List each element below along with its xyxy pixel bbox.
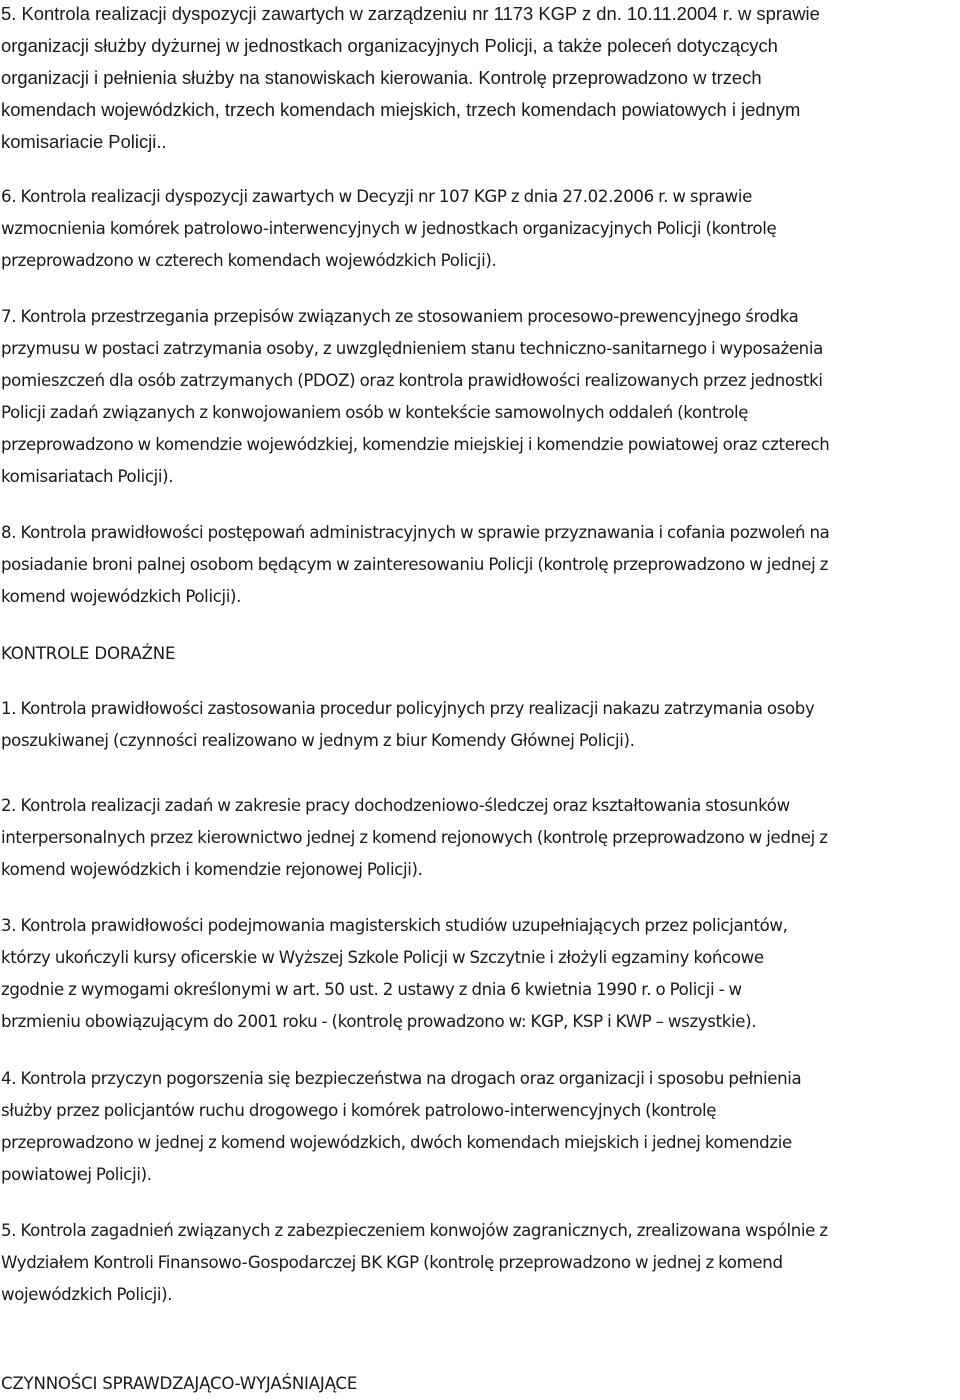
paragraph-line: 8. Kontrola prawidłowości postępowań administracyjnych w sprawie przyznawania i cofania pozwoleń na (1, 523, 830, 542)
paragraph-line: przymusu w postaci zatrzymania osoby, z uwzględnieniem stanu techniczno-sanitarnego i wyposażenia (1, 339, 823, 358)
paragraph-line: przeprowadzono w czterech komendach wojewódzkich Policji). (1, 251, 497, 270)
paragraph-dorazne-3 (1, 910, 960, 1038)
paragraph-line: 7. Kontrola przestrzegania przepisów związanych ze stosowaniem procesowo-prewencyjnego środka (1, 307, 799, 326)
paragraph-line: interpersonalnych przez kierownictwo jednej z komend rejonowych (kontrolę przeprowadzono w jednej z (1, 828, 828, 847)
paragraph-line: organizacji służby dyżurnej w jednostkach organizacyjnych Policji, a także poleceń dotyczących (1, 35, 778, 56)
paragraph-line: posiadanie broni palnej osobom będącym w zainteresowaniu Policji (kontrolę przeprowadzono w jednej z (1, 555, 829, 574)
paragraph-line: 3. Kontrola prawidłowości podejmowania magisterskich studiów uzupełniających przez policjantów, (1, 916, 788, 935)
paragraph-line: komisariacie Policji.. (1, 131, 167, 152)
paragraph-line: wojewódzkich Policji). (1, 1285, 173, 1304)
paragraph-line: służby przez policjantów ruchu drogowego i komórek patrolowo-interwencyjnych (kontrolę (1, 1101, 717, 1120)
paragraph-line: 6. Kontrola realizacji dyspozycji zawartych w Decyzji nr 107 KGP z dnia 27.02.2006 r. w sprawie (1, 187, 753, 206)
paragraph-line: pomieszczeń dla osób zatrzymanych (PDOZ) oraz kontrola prawidłowości realizowanych przez jednostki (1, 371, 823, 390)
paragraph-line: 5. Kontrola realizacji dyspozycji zawartych w zarządzeniu nr 1173 KGP z dn. 10.11.2004 r. w sprawie (1, 3, 820, 24)
paragraph-item-8 (1, 517, 960, 613)
paragraph-item-5 (1, 0, 960, 158)
paragraph-line: powiatowej Policji). (1, 1165, 152, 1184)
paragraph-line: komendach wojewódzkich, trzech komendach miejskich, trzech komendach powiatowych i jednym (1, 99, 801, 120)
paragraph-line: organizacji i pełnienia służby na stanowiskach kierowania. Kontrolę przeprowadzono w trzech (1, 67, 762, 88)
paragraph-line: poszukiwanej (czynności realizowano w jednym z biur Komendy Głównej Policji). (1, 731, 635, 750)
paragraph-line: komend wojewódzkich Policji). (1, 587, 242, 606)
paragraph-line: komend wojewódzkich i komendzie rejonowej Policji). (1, 860, 423, 879)
paragraph-item-7 (1, 301, 960, 493)
paragraph-line: Wydziałem Kontroli Finansowo-Gospodarczej BK KGP (kontrolę przeprowadzono w jednej z komend (1, 1253, 783, 1272)
paragraph-line: 4. Kontrola przyczyn pogorszenia się bezpieczeństwa na drogach oraz organizacji i sposobu pełnienia (1, 1069, 802, 1088)
section-heading-czynnosci-sprawdzajaco-wyjasniajace: CZYNNOŚCI SPRAWDZAJĄCO-WYJAŚNIAJĄCE (1, 1374, 358, 1393)
paragraph-dorazne-5 (1, 1215, 960, 1311)
paragraph-line: zgodnie z wymogami określonymi w art. 50 ust. 2 ustawy z dnia 6 kwietnia 1990 r. o Policji - w (1, 980, 742, 999)
paragraph-line: przeprowadzono w jednej z komend wojewódzkich, dwóch komendach miejskich i jednej komendzie (1, 1133, 792, 1152)
paragraph-line: przeprowadzono w komendzie wojewódzkiej, komendzie miejskiej i komendzie powiatowej oraz czterech (1, 435, 830, 454)
section-heading-kontrole-dorazne: KONTROLE DORAŹNE (1, 644, 176, 663)
paragraph-line: 1. Kontrola prawidłowości zastosowania procedur policyjnych przy realizacji nakazu zatrzymania osoby (1, 699, 815, 718)
paragraph-dorazne-2 (1, 790, 960, 886)
paragraph-line: komisariatach Policji). (1, 467, 174, 486)
paragraph-line: 5. Kontrola zagadnień związanych z zabezpieczeniem konwojów zagranicznych, zrealizowana wspólnie z (1, 1221, 828, 1240)
paragraph-line: którzy ukończyli kursy oficerskie w Wyższej Szkole Policji w Szczytnie i złożyli egzaminy końcowe (1, 948, 764, 967)
paragraph-dorazne-4 (1, 1063, 960, 1191)
paragraph-line: Policji zadań związanych z konwojowaniem osób w kontekście samowolnych oddaleń (kontrolę (1, 403, 749, 422)
paragraph-item-6 (1, 181, 960, 277)
paragraph-dorazne-1 (1, 693, 960, 757)
paragraph-line: wzmocnienia komórek patrolowo-interwencyjnych w jednostkach organizacyjnych Policji (kontrolę (1, 219, 777, 238)
paragraph-line: 2. Kontrola realizacji zadań w zakresie pracy dochodzeniowo-śledczej oraz kształtowania stosunków (1, 796, 790, 815)
paragraph-line: brzmieniu obowiązującym do 2001 roku - (kontrolę prowadzono w: KGP, KSP i KWP – wszystkie). (1, 1012, 757, 1031)
